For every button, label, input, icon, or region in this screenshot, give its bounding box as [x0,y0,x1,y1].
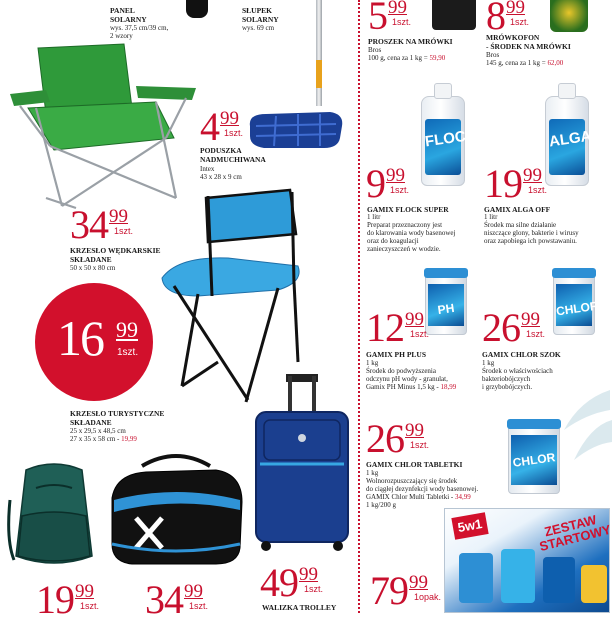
alga-bottle-image: ALGA [545,96,589,186]
zestaw-item-4 [581,565,607,603]
solar-post-image [316,0,322,106]
solar-panel-image [186,0,208,18]
chlor-szok-price: 2699 1szt. [482,305,546,350]
mrowkofon-title: MRÓWKOFON - ŚRODEK NA MRÓWKI [486,33,571,51]
ph-price: 1299 1szt. [366,305,430,350]
flock-desc: 1 litr Preparat przeznaczony jest do klarowania wody basenowej oraz do koagulacji zanieczyszczeń w wodzie. [367,213,456,253]
walizka-title: WALIZKA TROLLEY [262,603,337,612]
krzeslo-turystyczne-price-badge: 16 99 1szt. [35,283,153,401]
ph-desc: 1 kg Środek do podwyższenia odczynu pH wody - granulat, Gamix PH Minus 1,5 kg - 18,99 [366,359,457,391]
poduszka-desc: Intex 43 x 28 x 9 cm [200,165,242,181]
column-divider [358,0,360,613]
krzeslo-wedkarskie-desc: 50 x 50 x 80 cm [70,264,116,272]
krzeslo-wedkarskie-title: KRZESŁO WĘDKARSKIE SKŁADANE [70,246,161,264]
alga-desc: 1 litr Środek ma silne działanie niszczące glony, bakterie i wirusy oraz zapobiega ich powstawaniu. [484,213,579,245]
alga-price: 1999 1szt. [484,161,548,206]
zestaw-item-2 [501,549,535,603]
alga-title: GAMIX ALGA OFF [484,205,551,214]
ph-jar-image: PH [425,273,467,335]
chlor-tabletki-price: 2699 1szt. [366,416,430,461]
zestaw-price: 7999 1opak. [370,568,442,613]
torba-price: 3499 1szt. [145,577,209,622]
zestaw-item-1 [459,553,493,603]
zestaw-item-3 [543,557,575,603]
poduszka-price: 499 1szt. [200,104,244,149]
proszek-desc: Bros 100 g, cena za 1 kg = 59,90 [368,46,446,62]
panel-title: PANEL SOLARNY [110,6,147,24]
slupek-desc: wys. 69 cm [242,24,275,32]
chlor-tabletki-desc: 1 kg Wolnorozpuszczający się środek do ciągłej dezynfekcji wody basenowej. GAMIX Chlor Multi Tabletki - 34,99 1 kg/200 g [366,469,479,509]
poduszka-title: PODUSZKA NADMUCHIWANA [200,146,266,164]
suitcase-image [250,372,354,552]
mrowkofon-package-image [550,0,588,32]
flock-bottle-image: FLOCK [421,96,465,186]
proszek-price: 599 1szt. [368,0,412,38]
zestaw-box-title: ZESTAW STARTOWY [537,511,613,555]
chlor-tabletki-title: GAMIX CHLOR TABLETKI [366,460,463,469]
proszek-package-image [432,0,476,30]
krzeslo-turystyczne-title: KRZESŁO TURYSTYCZNE SKŁADANE [70,409,165,427]
ph-title: GAMIX PH PLUS [366,350,426,359]
plecak-price: 1999 1szt. [36,577,100,622]
chlor-szok-jar-image: CHLOR [553,273,595,335]
mrowkofon-desc: Bros 145 g, cena za 1 kg = 62,00 [486,51,564,67]
mrowkofon-price: 899 1szt. [486,0,530,38]
walizka-price: 4999 1szt. [260,560,324,605]
krzeslo-wedkarskie-price: 3499 1szt. [70,202,134,247]
panel-desc: wys. 37,5 cm/39 cm, 2 wzory [110,24,169,40]
solar-post-band [316,60,322,88]
krzeslo-turystyczne-desc: 25 x 29,5 x 48,5 cm 27 x 35 x 58 cm - 19,99 [70,427,137,443]
zestaw-box-image [444,508,613,613]
backpack-image [6,460,102,572]
flock-price: 999 1szt. [366,161,410,206]
proszek-title: PROSZEK NA MRÓWKI [368,37,453,46]
chlor-szok-desc: 1 kg Środek o właściwościach bakteriobójczych i grzybobójczych. [482,359,553,391]
chlor-szok-title: GAMIX CHLOR SZOK [482,350,561,359]
sports-bag-image [106,448,246,568]
palm-decoration [560,380,613,470]
chlor-tabletki-jar-image: CHLOR [508,424,560,494]
zestaw-badge: 5w1 [451,512,488,540]
slupek-title: SŁUPEK SOLARNY [242,6,279,24]
flock-title: GAMIX FLOCK SUPER [367,205,449,214]
